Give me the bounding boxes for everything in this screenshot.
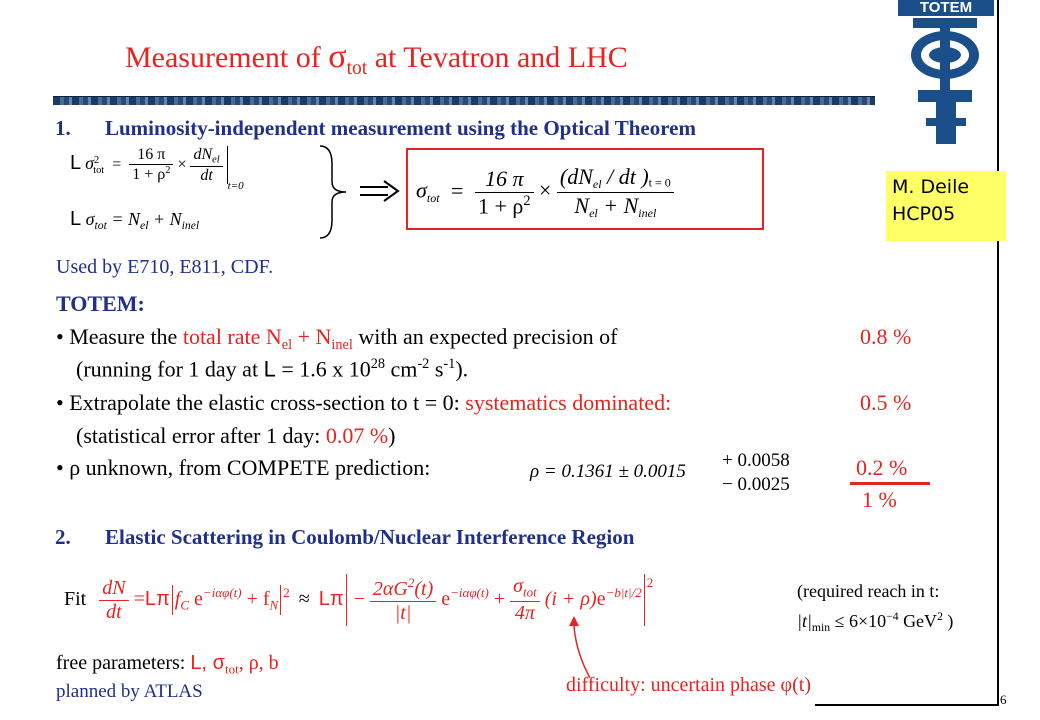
author-note (886, 171, 1006, 241)
equation-luminosity-linear: L $\sigma_{tot} = N_{el} + N_{inel}$ (70, 208, 200, 233)
page-title: Measurement of $\sigma_{tot}$ at Tevatron and LHC (125, 38, 628, 79)
required-reach-line2: $|t|_{min} \le 6\times 10^{-4}$ GeV$^2$ ) (797, 610, 954, 635)
section1-heading: 1. Luminosity-independent measurement using the Optical Theorem (55, 116, 696, 140)
free-parameters: free parameters: L, $\sigma_{tot}$, ρ, b (56, 652, 279, 677)
bullet-extrapolate: • Extrapolate the elastic cross-section to t = 0: systematics dominated: (56, 390, 672, 415)
precision-total-rate: 0.8 % (860, 324, 912, 349)
brace-arrow-icon (316, 144, 406, 240)
used-by-text: Used by E710, E811, CDF. (56, 256, 274, 278)
required-reach-line1: (required reach in t: (797, 581, 940, 601)
planned-by: planned by ATLAS (56, 681, 203, 702)
precision-extrapolation: 0.5 % (860, 390, 912, 415)
bullet-rho: • ρ unknown, from COMPETE prediction: (56, 455, 431, 480)
rho-uncertainty-up: + 0.0058 (722, 450, 790, 471)
author-conference: HCP05 (892, 203, 956, 225)
logo-emblem-icon (898, 0, 994, 150)
page-number: 6 (1000, 692, 1007, 707)
precision-rho-1: 0.2 % (856, 455, 908, 480)
totem-heading: TOTEM: (56, 291, 145, 316)
bottom-border (815, 704, 999, 706)
running-conditions: (running for 1 day at L = 1.6 x $10^{28}$ $cm^{-2}$ $s^{-1}$). (76, 356, 469, 382)
right-border (997, 0, 999, 706)
totem-logo (898, 0, 994, 150)
difficulty-pointer-icon (566, 612, 596, 682)
rho-value: ρ = 0.1361 ± 0.0015 (530, 461, 686, 482)
equation-luminosity-squared: L $\sigma^2_{tot}$ = $\frac{16 \pi}{1 + \rho^2}$ × $\frac{dN_{el}}{dt}$ $_{t=0}$ (70, 146, 244, 192)
title-underline-bar (53, 96, 875, 105)
rho-uncertainty-down: − 0.0025 (722, 474, 790, 495)
precision-rho-2: 1 % (862, 487, 897, 512)
bullet-total-rate: • Measure the total rate $N_{el} + N_{inel}$ with an expected precision of (56, 324, 618, 353)
author-name: M. Deile (892, 176, 970, 198)
precision-rho-divider (850, 482, 930, 485)
difficulty-note: difficulty: uncertain phase φ(t) (566, 674, 811, 696)
section2-heading: 2. Elastic Scattering in Coulomb/Nuclear Interference Region (55, 525, 635, 549)
statistical-error: (statistical error after 1 day: 0.07 %) (76, 423, 396, 448)
logo-text: TOTEM (898, 0, 994, 16)
fit-formula: Fit $\frac{dN}{dt}$ =Lπ $f_C$ $e^{-i\alpha\varphi(t)} + f_N^2 \approx L\pi$ − $\frac{2\alpha G^2(t)}{|t|}$ $e^{-i\alpha\varphi(t)}$ + $\frac{\sigma_{tot}}{4\pi}$ $(i + \rho)e^{-b|t|/22}$ (64, 574, 653, 626)
optical-theorem-result-box: $\sigma_{tot}$ = $\frac{16 \pi}{1 + \rho^2}$ × $\frac{(dN_{el} / dt )t = 0}{N_{el} + N_{inel}}$ (406, 148, 764, 230)
